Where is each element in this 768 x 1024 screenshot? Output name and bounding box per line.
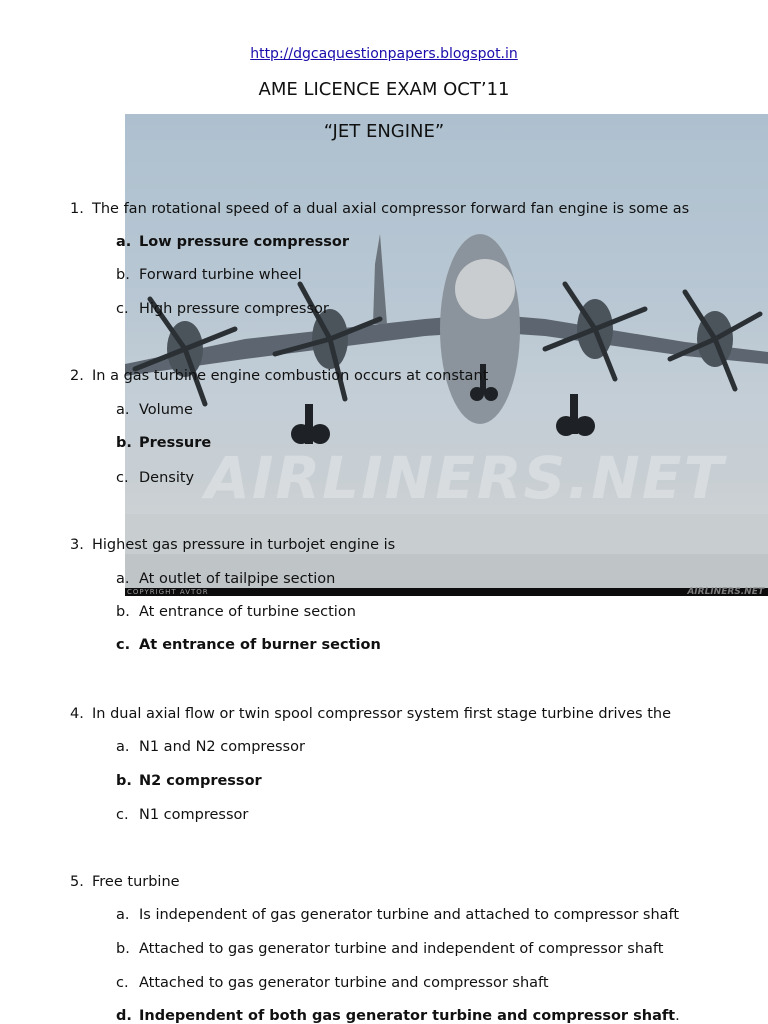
option-text: Pressure [139,435,212,451]
question-number: 2. [70,368,84,384]
option-text: At entrance of burner section [139,637,381,653]
aircraft-photo [125,114,768,596]
question-text: The fan rotational speed of a dual axial compressor forward fan engine is some as [92,201,690,217]
photo-watermark: AIRLINERS.NET [204,444,726,512]
question-2-option-b [116,435,211,451]
question-3-option-a [116,571,335,587]
question-3-option-b [116,604,356,620]
aircraft-illustration [125,114,768,596]
question-5-option-d [116,1008,680,1024]
question-4 [70,706,671,722]
question-1-option-b [116,267,302,283]
question-4-option-b [116,773,262,789]
option-letter: a. [116,907,130,923]
option-text: Attached to gas generator turbine and compressor shaft [139,975,549,991]
option-letter: a. [116,739,130,755]
blog-link[interactable]: http://dgcaquestionpapers.blogspot.in [250,46,518,62]
question-text: In a gas turbine engine combustion occurs at constant [92,368,489,384]
question-1-option-a [116,234,349,250]
question-1 [70,201,689,217]
photo-brand-label: AIRLINERS.NET [687,587,764,596]
photo-caption-band [125,588,768,596]
option-text: Attached to gas generator turbine and independent of compressor shaft [139,941,664,957]
option-text: Low pressure compressor [139,234,350,250]
option-letter: c. [116,807,129,823]
option-text: At outlet of tailpipe section [139,571,336,587]
option-letter: c. [116,470,129,486]
option-letter: a. [116,234,132,250]
question-number: 1. [70,201,84,217]
option-text: Forward turbine wheel [139,267,302,283]
option-letter: b. [116,267,130,283]
question-number: 3. [70,537,84,553]
question-3 [70,537,395,553]
option-text: N2 compressor [139,773,262,789]
option-letter: a. [116,402,130,418]
question-2-option-c [116,470,194,486]
option-letter: d. [116,1008,132,1024]
option-text: Volume [139,402,193,418]
question-5-option-b [116,941,663,957]
document-subtitle: “JET ENGINE” [323,121,445,142]
question-5-option-a [116,907,679,923]
option-letter: b. [116,435,132,451]
option-text: High pressure compressor [139,301,329,317]
question-3-option-c [116,637,381,653]
option-letter: b. [116,773,132,789]
question-text: In dual axial flow or twin spool compressor system first stage turbine drives the [92,706,672,722]
question-5 [70,874,180,890]
option-text: Independent of both gas generator turbine and compressor shaft [139,1008,676,1024]
option-letter: c. [116,301,129,317]
question-5-option-c [116,975,549,991]
photo-copyright: COPYRIGHT AVTOR [127,588,209,596]
option-letter: c. [116,637,131,653]
option-letter: a. [116,571,130,587]
document-title: AME LICENCE EXAM OCT’11 [258,79,510,100]
option-text: N1 and N2 compressor [139,739,305,755]
option-text: At entrance of turbine section [139,604,356,620]
option-text: N1 compressor [139,807,249,823]
option-text: Is independent of gas generator turbine and attached to compressor shaft [139,907,680,923]
option-text: Density [139,470,195,486]
question-1-option-c [116,301,329,317]
question-4-option-a [116,739,305,755]
question-4-option-c [116,807,248,823]
question-text: Free turbine [92,874,180,890]
question-text: Highest gas pressure in turbojet engine is [92,537,396,553]
question-2 [70,368,488,384]
option-letter: b. [116,604,130,620]
option-suffix: . [675,1008,680,1024]
question-number: 4. [70,706,84,722]
option-letter: b. [116,941,130,957]
question-2-option-a [116,402,193,418]
option-letter: c. [116,975,129,991]
question-number: 5. [70,874,84,890]
